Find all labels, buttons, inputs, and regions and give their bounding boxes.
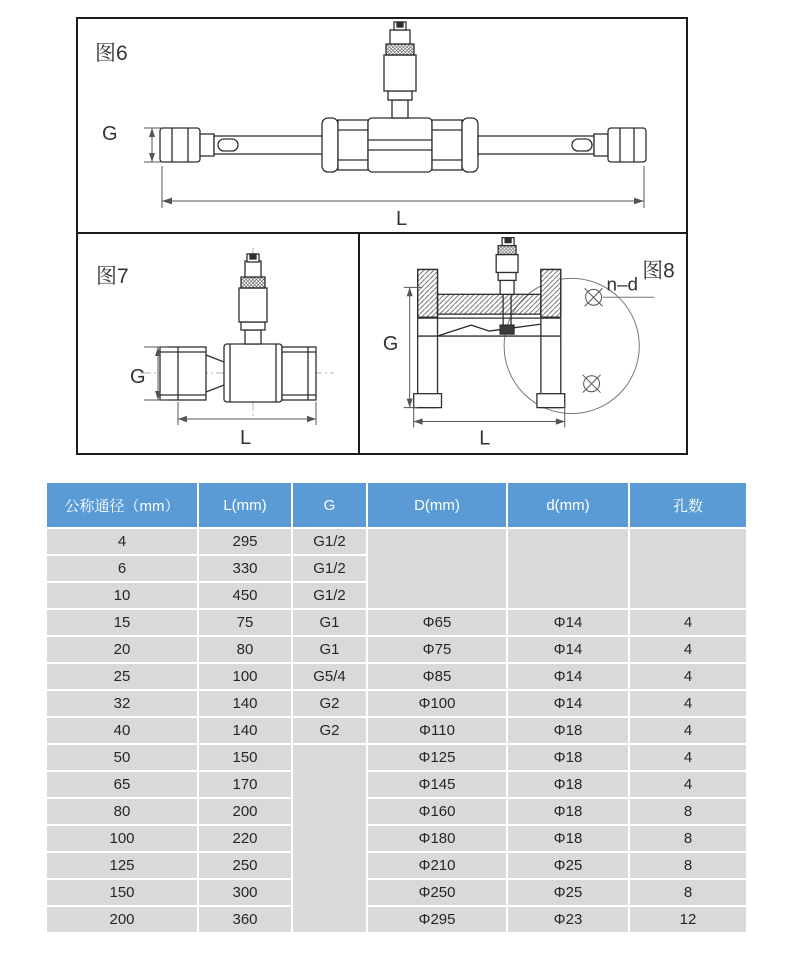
cell-dn: 25	[47, 664, 197, 689]
cell-D: Φ65	[368, 610, 506, 635]
cell-holes: 8	[630, 826, 746, 851]
cell-holes: 4	[630, 772, 746, 797]
dimension-l	[178, 402, 316, 425]
cell-l: 140	[199, 691, 291, 716]
cell-dn: 6	[47, 556, 197, 581]
table-row	[47, 772, 746, 797]
figure-8-drawing	[360, 234, 686, 453]
table-row	[47, 907, 746, 932]
figure-8-g-label: G	[382, 332, 399, 355]
figure-6-label: 图6	[95, 42, 128, 65]
cell-d: Φ18	[508, 745, 628, 770]
cell-dn: 50	[47, 745, 197, 770]
merged-empty-cell-g	[293, 745, 366, 932]
cell-g: G2	[293, 691, 366, 716]
figure-7-label: 图7	[96, 265, 129, 288]
cell-dn: 20	[47, 637, 197, 662]
cell-g: G5/4	[293, 664, 366, 689]
bolt-holes	[583, 288, 603, 392]
cell-l: 330	[199, 556, 291, 581]
table-row	[47, 826, 746, 851]
cell-g: G1	[293, 637, 366, 662]
cell-D: Φ210	[368, 853, 506, 878]
cell-D: Φ110	[368, 718, 506, 743]
cell-l: 75	[199, 610, 291, 635]
cell-dn: 4	[47, 529, 197, 554]
cell-l: 170	[199, 772, 291, 797]
figure-6-box	[78, 19, 686, 234]
cell-d: Φ18	[508, 826, 628, 851]
cell-g: G1	[293, 610, 366, 635]
cell-dn: 200	[47, 907, 197, 932]
cell-D: Φ160	[368, 799, 506, 824]
cell-D: Φ100	[368, 691, 506, 716]
cell-dn: 32	[47, 691, 197, 716]
cell-D: Φ250	[368, 880, 506, 905]
cell-l: 140	[199, 718, 291, 743]
cell-holes: 8	[630, 880, 746, 905]
dimension-g	[144, 128, 162, 162]
sensor	[239, 254, 267, 344]
cell-g: G1/2	[293, 529, 366, 554]
cell-d: Φ25	[508, 880, 628, 905]
figure-8-nd-label: n–d	[606, 274, 638, 296]
cell-l: 300	[199, 880, 291, 905]
cell-dn: 15	[47, 610, 197, 635]
figure-6-l-label: L	[396, 208, 408, 230]
cell-d: Φ18	[508, 718, 628, 743]
table-row	[47, 718, 746, 743]
cell-D: Φ125	[368, 745, 506, 770]
cell-l: 80	[199, 637, 291, 662]
meter-body	[414, 269, 565, 407]
table-row	[47, 799, 746, 824]
cell-l: 150	[199, 745, 291, 770]
cell-dn: 125	[47, 853, 197, 878]
cell-g: G1/2	[293, 556, 366, 581]
cell-dn: 40	[47, 718, 197, 743]
figure-8-box	[360, 234, 686, 453]
column-header-flange-od: D(mm)	[368, 483, 506, 527]
cell-l: 360	[199, 907, 291, 932]
column-header-hole-diameter: d(mm)	[508, 483, 628, 527]
cell-d: Φ14	[508, 664, 628, 689]
cell-d: Φ14	[508, 691, 628, 716]
table-row	[47, 637, 746, 662]
merged-empty-cell-holes	[630, 529, 746, 608]
table-row	[47, 664, 746, 689]
cell-d: Φ14	[508, 610, 628, 635]
cell-D: Φ295	[368, 907, 506, 932]
cell-dn: 65	[47, 772, 197, 797]
meter-body	[160, 118, 646, 172]
cell-d: Φ18	[508, 799, 628, 824]
merged-empty-cell-D	[368, 529, 506, 608]
cell-d: Φ18	[508, 772, 628, 797]
meter-body	[160, 344, 316, 402]
column-header-thread: G	[293, 483, 366, 527]
column-header-length: L(mm)	[199, 483, 291, 527]
cell-dn: 10	[47, 583, 197, 608]
figure-6-drawing	[78, 19, 686, 232]
figure-7-box	[78, 234, 360, 453]
cell-d: Φ14	[508, 637, 628, 662]
table-row	[47, 880, 746, 905]
merged-empty-cell-d	[508, 529, 628, 608]
cell-holes: 4	[630, 664, 746, 689]
column-header-hole-count: 孔数	[630, 483, 746, 527]
table-row	[47, 691, 746, 716]
cell-l: 450	[199, 583, 291, 608]
table-row	[47, 745, 746, 770]
figure-8-label: 图8	[642, 259, 675, 283]
cell-d: Φ23	[508, 907, 628, 932]
cell-holes: 4	[630, 745, 746, 770]
figure-panel	[76, 17, 688, 455]
cell-dn: 100	[47, 826, 197, 851]
table-row	[47, 529, 746, 554]
cell-D: Φ145	[368, 772, 506, 797]
cell-l: 295	[199, 529, 291, 554]
figure-6-g-label: G	[102, 123, 118, 145]
column-header-nominal-diameter: 公称通径（mm）	[47, 483, 197, 527]
cell-D: Φ75	[368, 637, 506, 662]
cell-D: Φ180	[368, 826, 506, 851]
cell-holes: 4	[630, 718, 746, 743]
cell-l: 220	[199, 826, 291, 851]
cell-holes: 4	[630, 610, 746, 635]
cell-holes: 4	[630, 691, 746, 716]
cell-l: 100	[199, 664, 291, 689]
cell-g: G1/2	[293, 583, 366, 608]
figure-8-l-label: L	[479, 427, 491, 450]
cell-g: G2	[293, 718, 366, 743]
cell-dn: 150	[47, 880, 197, 905]
cell-holes: 8	[630, 799, 746, 824]
sensor	[384, 22, 416, 118]
figure-7-g-label: G	[130, 366, 146, 388]
cell-holes: 4	[630, 637, 746, 662]
cell-D: Φ85	[368, 664, 506, 689]
spec-table	[45, 481, 748, 934]
cell-holes: 12	[630, 907, 746, 932]
cell-dn: 80	[47, 799, 197, 824]
cell-l: 250	[199, 853, 291, 878]
table-row	[47, 610, 746, 635]
cell-holes: 8	[630, 853, 746, 878]
table-row	[47, 853, 746, 878]
header-row	[47, 483, 746, 527]
sensor	[496, 238, 518, 295]
cell-l: 200	[199, 799, 291, 824]
figure-7-drawing	[78, 234, 358, 453]
cell-d: Φ25	[508, 853, 628, 878]
figure-7-l-label: L	[240, 427, 252, 449]
